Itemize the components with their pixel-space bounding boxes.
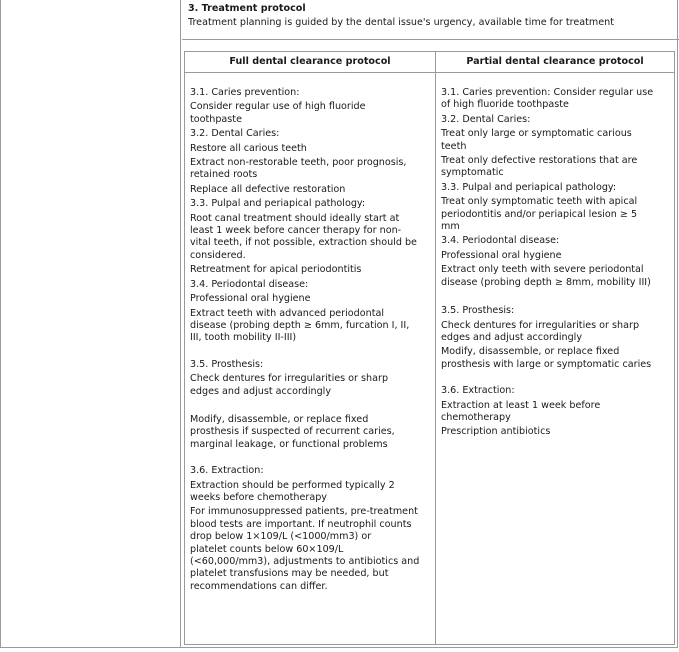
partial-protocol-line: 3.4. Periodontal disease: [441,235,560,247]
full-protocol-line: 3.6. Extraction: [190,465,264,477]
partial-protocol-line: 3.6. Extraction: [441,385,515,397]
full-protocol-line: Restore all carious teeth [190,142,307,154]
block-spacer [441,373,669,385]
partial-protocol-line: 3.5. Prosthesis: [441,305,515,317]
partial-clearance-heading: Partial dental clearance protocol [436,56,674,73]
partial-protocol-line: Professional oral hygiene [441,249,562,261]
full-protocol-line: Retreatment for apical periodontitis [190,264,362,276]
full-protocol-line: 3.4. Periodontal disease: [190,278,309,290]
partial-protocol-line: Prescription antibiotics [441,426,551,438]
partial-protocol-line: Treat only large or symptomatic carious teeth [441,128,632,152]
partial-protocol-line: Check dentures for irregularities or sharp edges and adjust accordingly [441,319,640,343]
block-spacer [190,400,430,414]
full-clearance-items [190,73,430,593]
section-header [182,0,679,40]
partial-clearance-column [436,52,674,644]
full-protocol-line: Root canal treatment should ideally start at least 1 week before cancer therapy for non- vital teeth, if not possible, extraction should be considered. [190,212,417,261]
full-protocol-line: Extract teeth with advanced periodontal disease (probing depth ≥ 6mm, furcation I, II, III, tooth mobility II-III) [190,307,410,344]
partial-protocol-line: Modify, disassemble, or replace fixed prosthesis with large or symptomatic caries [441,346,652,370]
full-protocol-line: For immunosuppressed patients, pre-treatment blood tests are important. If neutrophil counts drop below 1×109/L (<1000/mm3) or platelet counts below 60×109/L (<60,000/mm3), adjustments to antibiotics and platelet transfusions may be needed, but recommendations can differ. [190,506,420,592]
full-protocol-line: 3.5. Prosthesis: [190,358,264,370]
partial-protocol-line: 3.1. Caries prevention: Consider regular use of high fluoride toothpaste [441,87,654,111]
block-spacer [441,291,669,305]
full-protocol-line: Professional oral hygiene [190,293,311,305]
partial-protocol-line: Treat only symptomatic teeth with apical periodontitis and/or periapical lesion ≥ 5 mm [441,196,638,233]
full-protocol-line: 3.1. Caries prevention: [190,87,300,98]
partial-protocol-line: 3.3. Pulpal and periapical pathology: [441,181,617,193]
block-spacer [190,347,430,359]
full-protocol-line: Modify, disassemble, or replace fixed prosthesis if suspected of recurrent caries, marginal leakage, or functional problems [190,413,395,450]
left-margin-column [1,0,181,648]
full-protocol-line: Extract non-restorable teeth, poor prognosis, retained roots [190,157,407,181]
full-clearance-column [185,52,436,644]
full-protocol-line: Check dentures for irregularities or sharp edges and adjust accordingly [190,373,389,397]
section-title: 3. Treatment protocol [188,3,306,14]
protocol-table [184,51,675,645]
partial-protocol-line: Treat only defective restorations that are symptomatic [441,155,638,179]
block-spacer [190,453,430,465]
partial-protocol-line: Extraction at least 1 week before chemotherapy [441,399,601,423]
full-protocol-line: Consider regular use of high fluoride toothpaste [190,101,366,125]
full-protocol-line: Replace all defective restoration [190,183,346,195]
full-clearance-heading: Full dental clearance protocol [185,56,435,73]
full-protocol-line: Extraction should be performed typically 2 weeks before chemotherapy [190,479,395,503]
partial-protocol-line: Extract only teeth with severe periodontal disease (probing depth ≥ 8mm, mobility III) [441,264,651,288]
full-protocol-line: 3.3. Pulpal and periapical pathology: [190,198,366,210]
section-subtitle: Treatment planning is guided by the dental issue's urgency, available time for treatment [188,17,615,28]
full-protocol-line: 3.2. Dental Caries: [190,128,280,140]
partial-clearance-items [441,73,669,439]
partial-protocol-line: 3.2. Dental Caries: [441,113,531,125]
